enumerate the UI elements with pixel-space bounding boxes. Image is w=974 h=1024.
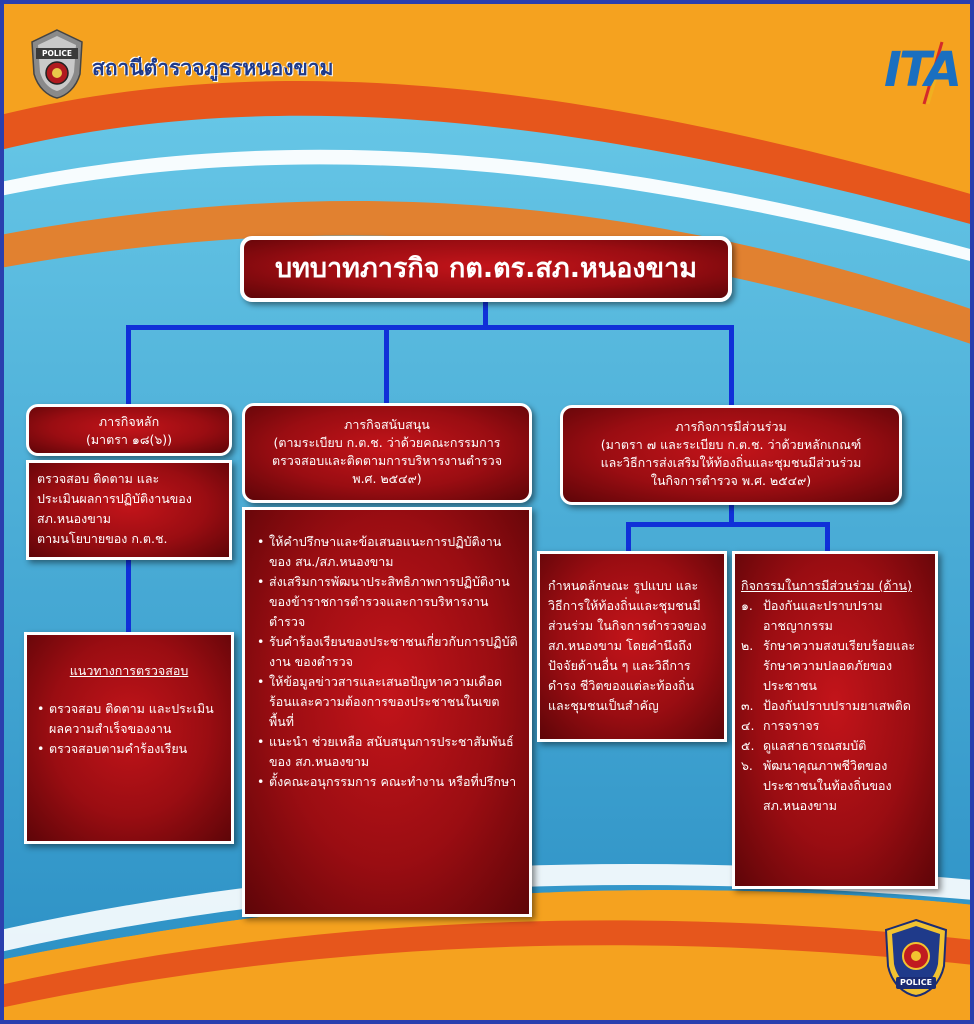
main-mission-description-line: ประเมินผลการปฏิบัติงานของ <box>37 491 192 506</box>
activity-item <box>741 696 929 716</box>
participation-mission-header <box>560 405 902 505</box>
participation-mission-subtitle-line: ในกิจการตำรวจ พ.ศ. ๒๕๔๙) <box>650 473 812 488</box>
support-mission-subtitle-line: (ตามระเบียบ ก.ต.ช. ว่าด้วยคณะกรรมการ <box>273 435 501 450</box>
participation-activities-heading: กิจกรรมในการมีส่วนร่วม (ด้าน) <box>741 578 912 593</box>
participation-mission-title: ภารกิจการมีส่วนร่วม <box>675 419 787 434</box>
police-badge-text: POLICE <box>41 49 73 58</box>
guideline-item: • ตรวจสอบ ติดตาม และประเมินผลความสำเร็จของงาน <box>35 699 223 739</box>
participation-mission-subtitle-line: และวิธีการส่งเสริมให้ท้องถิ่นและชุมชนมีส่วนร่วม <box>600 455 862 470</box>
connector-to-main-mission <box>126 325 131 405</box>
activity-text: ป้องกันปราบปรามยาเสพติด <box>763 698 911 713</box>
participation-mission-subtitle-line: (มาตรา ๗ และระเบียบ ก.ต.ช. ว่าด้วยหลักเกณฑ์ <box>600 437 862 452</box>
support-mission-item: • ให้คำปรึกษาและข้อเสนอแนะการปฏิบัติงานของ สน./สภ.หนองขาม <box>255 532 519 572</box>
support-mission-item: • รับคำร้องเรียนของประชาชนเกี่ยวกับการปฏิบัติงาน ของตำรวจ <box>255 632 519 672</box>
participation-method-line: ดำรง ชีวิตของแต่ละท้องถิ่น <box>548 678 695 693</box>
guideline-list <box>35 699 223 759</box>
main-mission-description-line: สภ.หนองขาม <box>37 511 112 526</box>
main-title: บทบาทภารกิจ กต.ตร.สภ.หนองขาม <box>274 253 698 284</box>
activity-item <box>741 716 929 736</box>
activity-number: ๕. <box>741 738 755 753</box>
ita-logo <box>884 36 960 108</box>
support-mission-item: • ส่งเสริมการพัฒนาประสิทธิภาพการปฏิบัติงานของข้าราชการตำรวจและการบริหารงานตำรวจ <box>255 572 519 632</box>
main-mission-description-line: ตามนโยบายของ ก.ต.ช. <box>37 531 168 546</box>
support-mission-subtitle-line: ตรวจสอบและติดตามการบริหารงานตำรวจ <box>271 453 503 468</box>
main-title-box <box>240 236 732 302</box>
activity-item <box>741 756 929 816</box>
main-mission-description <box>26 460 232 560</box>
police-emblem-text: POLICE <box>899 978 933 987</box>
connector-to-participation <box>729 325 734 407</box>
participation-method-line: สภ.หนองขาม โดยคำนึงถึง <box>548 638 692 653</box>
connector-main-to-guideline <box>126 560 131 632</box>
guideline-box <box>24 632 234 844</box>
main-mission-subtitle: (มาตรา ๑๘(๖)) <box>85 432 173 447</box>
police-badge-logo <box>28 28 86 100</box>
main-mission-header <box>26 404 232 456</box>
support-mission-list-box <box>242 507 532 917</box>
support-mission-item: • ให้ข้อมูลข่าวสารและเสนอปัญหาความเดือดร้อนและความต้องการของประชาชนในเขตพื้นที่ <box>255 672 519 732</box>
participation-method-line: และชุมชนเป็นสำคัญ <box>548 698 659 713</box>
main-mission-title: ภารกิจหลัก <box>98 414 160 429</box>
activity-text: รักษาความสงบเรียบร้อยและรักษาความปลอดภัยของประชาชน <box>763 638 916 693</box>
support-mission-subtitle-line: พ.ศ. ๒๕๔๙) <box>352 471 422 486</box>
activity-item <box>741 736 929 756</box>
ita-logo-text: ITA <box>884 42 960 98</box>
support-mission-header <box>242 403 532 503</box>
station-name: สถานีตำรวจภูธรหนองขาม <box>92 56 334 80</box>
activity-text: ป้องกันและปราบปรามอาชญากรรม <box>763 598 883 633</box>
participation-activities-list <box>741 596 929 816</box>
participation-activities-box <box>732 551 938 889</box>
support-mission-title: ภารกิจสนับสนุน <box>344 417 430 432</box>
connector-title-down <box>483 301 488 328</box>
main-mission-description-line: ตรวจสอบ ติดตาม และ <box>37 471 160 486</box>
support-mission-item: • แนะนำ ช่วยเหลือ สนับสนุนการประชาสัมพันธ์ ของ สภ.หนองขาม <box>255 732 519 772</box>
participation-method-line: กำหนดลักษณะ รูปแบบ และ <box>548 578 699 593</box>
support-mission-item: • ตั้งคณะอนุกรรมการ คณะทำงาน หรือที่ปรึกษา <box>255 772 519 792</box>
activity-text: ดูแลสาธารณสมบัติ <box>763 738 867 753</box>
participation-method-line: ปัจจัยด้านอื่น ๆ และวิถีการ <box>548 658 691 673</box>
support-mission-list <box>255 532 519 792</box>
participation-method-line: วิธีการให้ท้องถิ่นและชุมชนมี <box>548 598 701 613</box>
guideline-heading: แนวทางการตรวจสอบ <box>69 663 189 678</box>
activity-item <box>741 636 929 696</box>
connector-horizontal-participation <box>626 522 830 527</box>
connector-to-participation-right <box>825 522 830 552</box>
activity-item <box>741 596 929 636</box>
connector-horizontal-main <box>126 325 734 330</box>
police-emblem-logo <box>884 918 948 998</box>
guideline-item: • ตรวจสอบตามคำร้องเรียน <box>35 739 223 759</box>
activity-number: ๔. <box>741 718 755 733</box>
activity-text: การจราจร <box>763 718 820 733</box>
activity-number: ๓. <box>741 698 754 713</box>
activity-number: ๖. <box>741 758 753 773</box>
activity-number: ๑. <box>741 598 753 613</box>
participation-method-box <box>537 551 727 742</box>
participation-method-line: ส่วนร่วม ในกิจการตำรวจของ <box>548 618 707 633</box>
activity-text: พัฒนาคุณภาพชีวิตของประชาชนในท้องถิ่นของ สภ.หนองขาม <box>763 758 892 813</box>
activity-number: ๒. <box>741 638 754 653</box>
connector-to-participation-left <box>626 522 631 552</box>
connector-to-support-mission <box>384 325 389 405</box>
